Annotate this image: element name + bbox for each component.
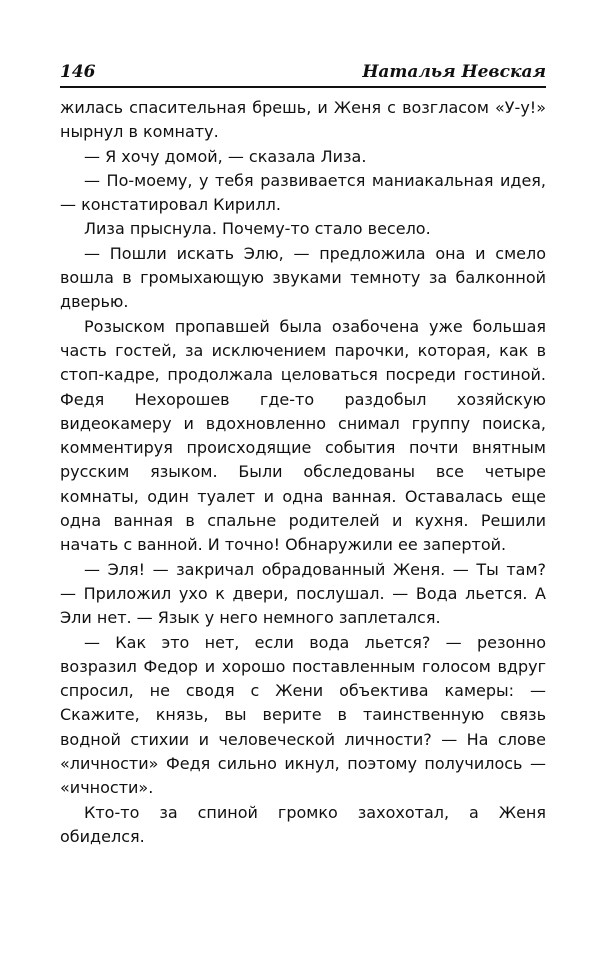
page-number: 146: [60, 62, 96, 82]
paragraph: — Эля! — закричал обрадованный Женя. — Ты там? — Приложил ухо к двери, послушал. — Вода льется. А Эли нет. — Язык у него немного заплетался.: [60, 559, 546, 628]
paragraph: Кто-то за спиной громко захохотал, а Женя обиделся.: [60, 802, 546, 846]
running-header: [60, 62, 546, 88]
paragraph: — По-моему, у тебя развивается маниакальная идея, — констатировал Кирилл.: [60, 170, 546, 215]
paragraph: — Я хочу домой, — сказала Лиза.: [84, 146, 367, 166]
paragraph: — Пошли искать Элю, — предложила она и смело вошла в громыхающую звуками темноту за балконной дверью.: [60, 243, 546, 312]
author-name: Наталья Невская: [362, 62, 546, 82]
paragraph: жилась спасительная брешь, и Женя с возгласом «У-у!» нырнул в комнату.: [60, 98, 546, 142]
paragraph: Розыском пропавшей была озабочена уже большая часть гостей, за исключением парочки, которая, как в стоп-кадре, продолжала целоваться посреди гостиной. Федя Нехорошев где-то раздобыл хозяйскую видеокамеру и вдохновленно снимал группу поиска, комментируя происходящие события почти внятным русским языком. Были обследованы все четыре комнаты, один туалет и одна ванная. Оставалась еще одна ванная в спальне родителей и кухня. Решили начать с ванной. И точно! Обнаружили ее запертой.: [60, 316, 546, 555]
body-text: [60, 96, 546, 849]
paragraph: Лиза прыснула. Почему-то стало весело.: [84, 219, 431, 239]
book-page: [60, 62, 546, 849]
paragraph: — Как это нет, если вода льется? — резонно возразил Федор и хорошо поставленным голосом вдруг спросил, не сводя с Жени объектива камеры: — Скажите, князь, вы верите в таинственную связь водной стихии и человеческой личности? — На слове «личности» Федя сильно икнул, поэтому получилось — «ичности».: [60, 632, 546, 798]
